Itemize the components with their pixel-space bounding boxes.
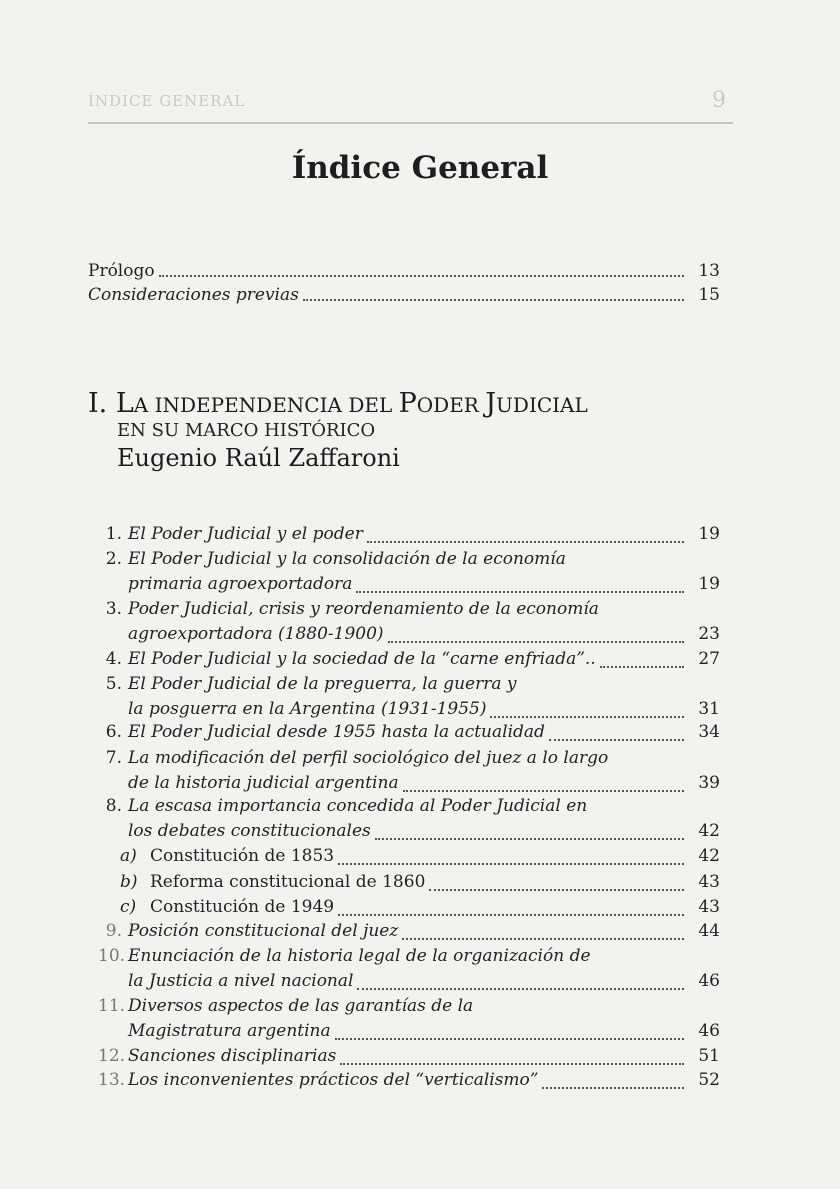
leader-dots <box>159 275 684 277</box>
toc-entry-number: 6. <box>105 722 122 742</box>
toc-entry-text: la Justicia a nivel nacional <box>128 971 354 991</box>
toc-entry-number: 11. <box>98 996 126 1016</box>
toc-entry-text: Reforma constitucional de 1860 <box>150 872 426 892</box>
toc-entry-number: 9. <box>105 921 122 941</box>
toc-entry[interactable] <box>98 648 720 673</box>
toc-entry[interactable] <box>98 1045 720 1070</box>
section-head-part: J <box>485 388 497 419</box>
section-heading <box>88 388 588 419</box>
toc-entry[interactable] <box>98 548 720 598</box>
toc-entry-page: 51 <box>698 1046 720 1066</box>
toc-entry-text: Magistratura argentina <box>128 1021 331 1041</box>
leader-dots <box>338 914 684 916</box>
leader-dots <box>340 1063 684 1065</box>
toc-entry-text: Diversos aspectos de las garantías de la <box>128 996 474 1016</box>
toc-entry[interactable] <box>98 721 720 746</box>
section-head-part: A INDEPENDENCIA DEL <box>133 393 399 417</box>
leader-dots <box>600 666 684 668</box>
toc-page: 15 <box>698 285 720 305</box>
toc-entry-text: la posguerra en la Argentina (1931-1955) <box>128 699 487 719</box>
toc-entry[interactable] <box>120 896 720 921</box>
section-head-part: P <box>398 388 417 419</box>
toc-entry-page: 46 <box>698 971 720 991</box>
toc-entry-page: 27 <box>698 649 720 669</box>
page-title: Índice General <box>291 150 549 186</box>
section-head-part: L <box>115 388 134 419</box>
toc-entry[interactable] <box>98 673 720 723</box>
bleed-header-rule <box>88 122 733 124</box>
toc-entry-page: 46 <box>698 1021 720 1041</box>
toc-row-consideraciones[interactable] <box>88 284 720 306</box>
leader-dots <box>429 889 684 891</box>
toc-entry-number: 2. <box>105 549 122 569</box>
toc-entry-text: El Poder Judicial y la consolidación de la economía <box>128 549 566 569</box>
toc-entry[interactable] <box>98 747 720 797</box>
toc-entry-text: Constitución de 1949 <box>150 897 335 917</box>
leader-dots <box>356 591 684 593</box>
section-subheading: EN SU MARCO HISTÓRICO <box>117 420 376 441</box>
toc-entry-number: 7. <box>105 748 122 768</box>
leader-dots <box>375 838 684 840</box>
bleed-header-page: 9 <box>712 88 727 113</box>
toc-entry-page: 52 <box>698 1070 720 1090</box>
toc-entry[interactable] <box>98 920 720 945</box>
bleed-header-label: ÍNDICE GENERAL <box>88 92 246 110</box>
toc-entry-number: 4. <box>105 649 122 669</box>
toc-label: Prólogo <box>88 261 155 281</box>
toc-entry-text: los debates constitucionales <box>128 821 371 841</box>
leader-dots <box>402 938 684 940</box>
toc-entry-number: 3. <box>105 599 122 619</box>
leader-dots <box>542 1087 684 1089</box>
toc-entry-page: 19 <box>698 524 720 544</box>
toc-entry-text: El Poder Judicial y la sociedad de la “carne enfriada”.. <box>128 649 596 669</box>
toc-entry-page: 42 <box>698 846 720 866</box>
toc-entry-number: c) <box>120 897 137 917</box>
leader-dots <box>388 641 684 643</box>
toc-entry-number: 13. <box>98 1070 126 1090</box>
toc-entry-page: 34 <box>698 722 720 742</box>
toc-entry-number: b) <box>120 872 138 892</box>
leader-dots <box>303 299 684 301</box>
leader-dots <box>357 988 684 990</box>
toc-entry-number: 10. <box>98 946 126 966</box>
toc-entry-text: Los inconvenientes prácticos del “verticalismo” <box>128 1070 539 1090</box>
toc-entry-text: El Poder Judicial desde 1955 hasta la actualidad <box>128 722 545 742</box>
toc-entry-number: 8. <box>105 796 122 816</box>
toc-entry[interactable] <box>98 1069 720 1094</box>
toc-entry[interactable] <box>120 871 720 896</box>
toc-entry-text: Enunciación de la historia legal de la organización de <box>128 946 591 966</box>
leader-dots <box>490 716 684 718</box>
toc-entry-text: Constitución de 1853 <box>150 846 335 866</box>
section-head-part: UDICIAL <box>496 393 588 417</box>
toc-entry-text: Posición constitucional del juez <box>128 921 399 941</box>
toc-entry-page: 23 <box>698 624 720 644</box>
section-numeral: I. <box>88 388 108 419</box>
toc-entry-text: Sanciones disciplinarias <box>128 1046 337 1066</box>
toc-entry-page: 44 <box>698 921 720 941</box>
toc-entry[interactable] <box>98 945 720 995</box>
section-head-part: ODER <box>416 393 486 417</box>
toc-entry-number: 12. <box>98 1046 126 1066</box>
toc-entry-page: 19 <box>698 574 720 594</box>
leader-dots <box>367 541 684 543</box>
leader-dots <box>403 790 684 792</box>
leader-dots <box>338 863 684 865</box>
toc-entry-number: 1. <box>105 524 122 544</box>
toc-entry-text: El Poder Judicial y el poder <box>128 524 363 544</box>
toc-entry-text: primaria agroexportadora <box>128 574 353 594</box>
toc-entry[interactable] <box>98 995 720 1045</box>
leader-dots <box>335 1038 684 1040</box>
toc-entry[interactable] <box>98 523 720 548</box>
toc-entry-page: 43 <box>698 872 720 892</box>
toc-row-prologo[interactable] <box>88 260 720 282</box>
leader-dots <box>549 739 684 741</box>
toc-entry-number: a) <box>120 846 137 866</box>
toc-entry-text: Poder Judicial, crisis y reordenamiento de la economía <box>128 599 599 619</box>
toc-entry[interactable] <box>98 598 720 648</box>
toc-entry-page: 31 <box>698 699 720 719</box>
toc-page: 13 <box>698 261 720 281</box>
toc-entry-page: 39 <box>698 773 720 793</box>
toc-entry-text: La escasa importancia concedida al Poder Judicial en <box>128 796 588 816</box>
toc-entry-text: El Poder Judicial de la preguerra, la guerra y <box>128 674 517 694</box>
toc-entry-text: agroexportadora (1880-1900) <box>128 624 384 644</box>
toc-entry[interactable] <box>120 845 720 870</box>
toc-entry-text: de la historia judicial argentina <box>128 773 399 793</box>
toc-entry[interactable] <box>98 795 720 845</box>
toc-entry-page: 42 <box>698 821 720 841</box>
bleed-through-header <box>88 88 733 122</box>
toc-entry-page: 43 <box>698 897 720 917</box>
section-author: Eugenio Raúl Zaffaroni <box>117 444 400 472</box>
toc-label: Consideraciones previas <box>88 285 299 305</box>
toc-entry-text: La modificación del perfil sociológico del juez a lo largo <box>128 748 609 768</box>
toc-entry-number: 5. <box>105 674 122 694</box>
